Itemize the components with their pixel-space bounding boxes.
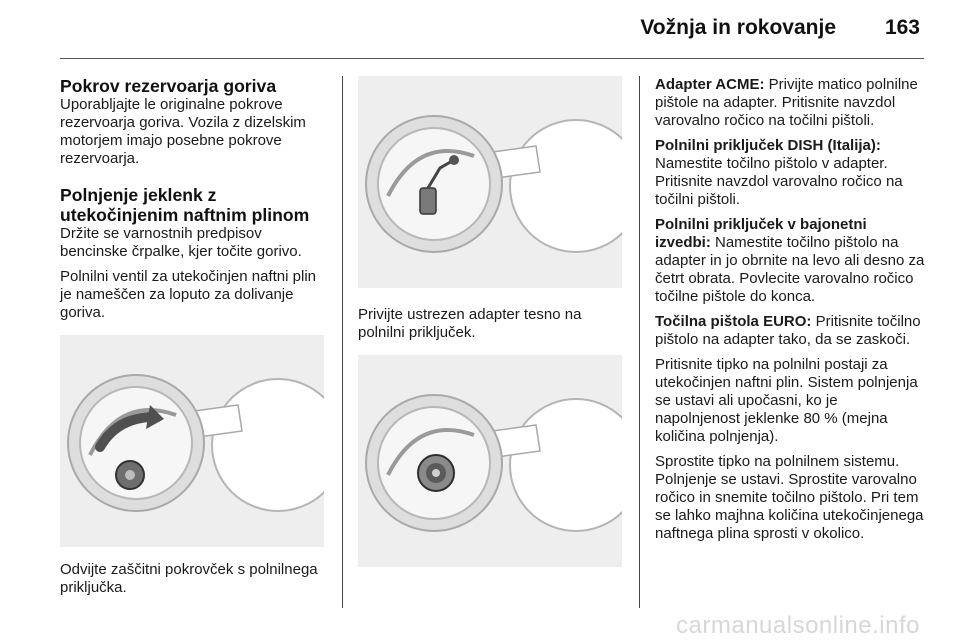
header-rule <box>60 58 924 59</box>
figure-unscrew-cap <box>60 335 324 547</box>
figure-caption: Privijte ustrezen adapter tesno na polnilni priključek. <box>358 306 582 341</box>
figure-caption: Odvijte zaščitni pokrovček s polnilnega priključka. <box>60 561 318 596</box>
page-number: 163 <box>884 16 920 39</box>
figure-adapter-fitted <box>358 355 622 567</box>
figure-open-port <box>358 76 622 288</box>
adapter-dish-text: Polnilni priključek DISH (Italija): Namestite točilno pištolo v adapter. Pritisnite navzdol varovalno ročico na točilni pištoli. <box>655 137 903 208</box>
heading-lpg-filling: Polnjenje jeklenk z utekočinjenim naftnim plinom <box>60 185 310 225</box>
section-title: Vožnja in rokovanje <box>640 16 836 39</box>
adapter-acme-text: Adapter ACME: Privijte matico polnilne pištole na adapter. Pritisnite navzdol varovalno ročico na točilni pištoli. <box>655 76 918 129</box>
column-divider <box>639 76 640 608</box>
paragraph: Uporabljajte le originalne pokrove rezervoarja goriva. Vozila z dizelskim motorjem imajo posebne pokrove rezervoarja. <box>60 96 306 167</box>
paragraph: Sprostite tipko na polnilnem sistemu. Polnjenje se ustavi. Sprostite varovalno ročico in snemite točilno pištolo. Pri tem se lahko majhna količina utekočinjenega naftnega plina sprosti v okolico. <box>655 453 924 542</box>
paragraph: Držite se varnostnih predpisov bencinske črpalke, kjer točite gorivo. <box>60 225 302 260</box>
adapter-euro-text: Točilna pištola EURO: Pritisnite točilno pištolo na adapter tako, da se zaskoči. <box>655 313 921 348</box>
watermark: carmanualsonline.info <box>676 612 920 639</box>
column-right <box>655 76 925 550</box>
column-divider <box>342 76 343 608</box>
column-left <box>60 76 328 604</box>
adapter-bayonet-text: Polnilni priključek v bajonetni izvedbi: Namestite točilno pištolo na adapter in jo obrnite na levo ali desno za četrt obrata. Povlecite varovalno ročico točilne pištole do konca. <box>655 216 925 305</box>
paragraph: Polnilni ventil za utekočinjen naftni plin je nameščen za loputo za dolivanje goriva. <box>60 268 316 321</box>
column-middle <box>358 76 624 567</box>
heading-fuel-cap: Pokrov rezervoarja goriva <box>60 76 277 96</box>
paragraph: Pritisnite tipko na polnilni postaji za utekočinjen naftni plin. Sistem polnjenja se ustavi ali upočasni, ko je napolnjenost jeklenke 80 % (mejna količina polnjenja). <box>655 356 918 445</box>
